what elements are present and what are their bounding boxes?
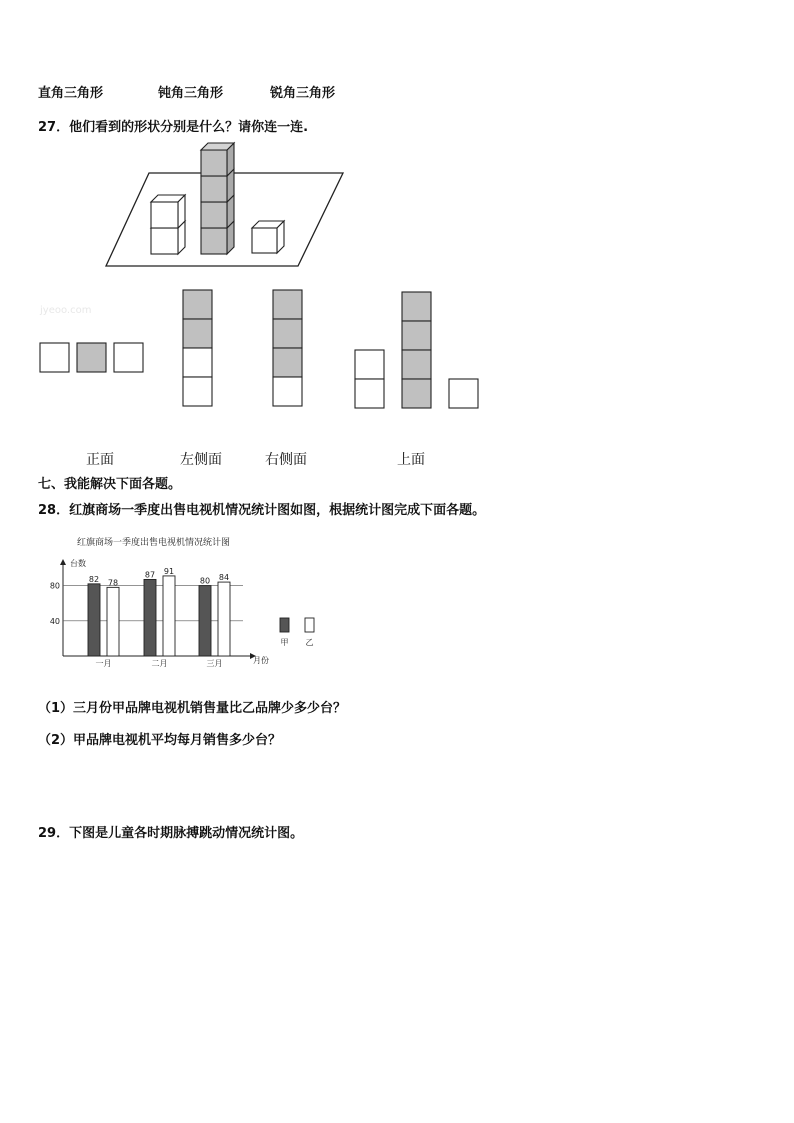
bar — [218, 582, 230, 656]
option-right-triangle: 直角三角形 — [38, 86, 104, 101]
tv-sales-chart — [35, 530, 335, 675]
bar — [163, 576, 175, 656]
middle-cube-stack — [201, 143, 234, 254]
label-right-side: 右侧面 — [265, 452, 307, 468]
view-option-row — [40, 343, 143, 372]
q27-title: 27．他们看到的形状分别是什么？请你连一连. — [38, 120, 309, 135]
x-tick-label: 一月 — [95, 659, 112, 668]
q28-title: 28．红旗商场一季度出售电视机情况统计图如图，根据统计图完成下面各题。 — [38, 503, 486, 518]
bar-value-label: 82 — [88, 574, 100, 584]
x-tick-label: 三月 — [206, 659, 223, 668]
bar — [88, 584, 100, 656]
legend-label: 甲 — [280, 638, 289, 647]
q27-figure — [0, 140, 794, 430]
label-top: 上面 — [397, 452, 425, 468]
legend-swatch — [305, 618, 314, 632]
bar-value-label: 87 — [144, 570, 156, 580]
label-left-side: 左侧面 — [180, 452, 222, 468]
left-cube-stack — [151, 195, 185, 254]
bar-value-label: 80 — [199, 576, 211, 586]
y-axis-label: 台数 — [70, 559, 86, 568]
watermark: jyeoo.com — [40, 305, 92, 316]
y-tick-label: 80 — [49, 581, 60, 591]
option-obtuse-triangle: 钝角三角形 — [158, 86, 224, 101]
label-front: 正面 — [86, 452, 114, 468]
bar-value-label: 84 — [218, 573, 230, 583]
legend-swatch — [280, 618, 289, 632]
option-acute-triangle: 锐角三角形 — [270, 86, 336, 101]
x-tick-label: 二月 — [151, 659, 168, 668]
y-axis-arrow — [60, 559, 66, 565]
x-axis-label: 月份 — [253, 656, 269, 665]
legend-label: 乙 — [305, 638, 314, 647]
chart-title: 红旗商场一季度出售电视机情况统计图 — [77, 538, 231, 548]
q28-sub1: （1）三月份甲品牌电视机销售量比乙品牌少多少台？ — [38, 701, 347, 716]
view-option-column-b — [273, 290, 302, 406]
section-heading: 七、我能解决下面各题。 — [38, 477, 182, 492]
bar — [144, 579, 156, 656]
bar — [199, 586, 211, 656]
q28-sub2: （2）甲品牌电视机平均每月销售多少台？ — [38, 733, 282, 748]
y-tick-label: 40 — [49, 616, 60, 626]
view-option-column-a — [183, 290, 212, 406]
bar-value-label: 91 — [163, 566, 175, 576]
bar-value-label: 78 — [107, 578, 119, 588]
view-option-group — [355, 292, 478, 408]
right-cube — [252, 221, 284, 253]
bar — [107, 587, 119, 656]
q29-title: 29．下图是儿童各时期脉搏跳动情况统计图。 — [38, 826, 304, 841]
